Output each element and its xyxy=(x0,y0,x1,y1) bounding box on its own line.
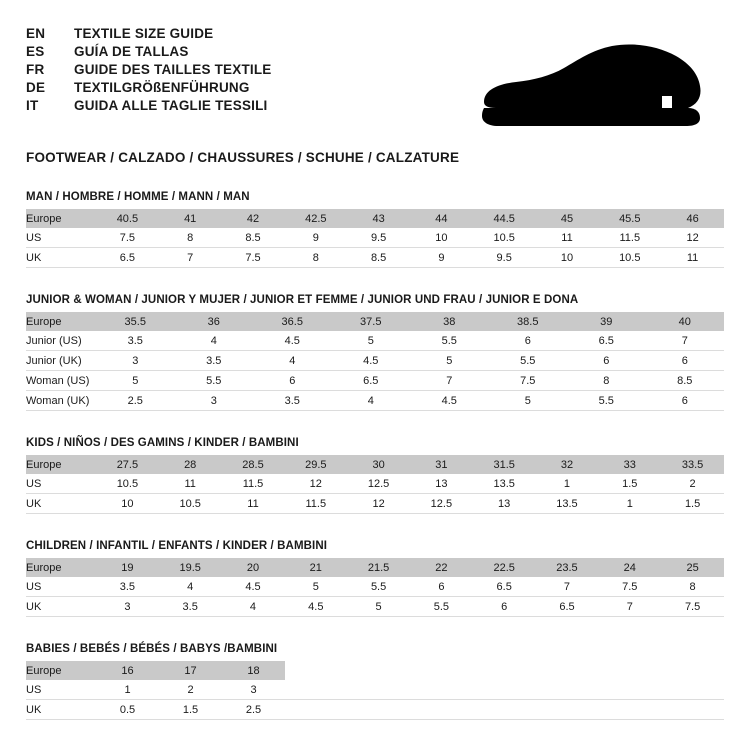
size-cell: 1 xyxy=(96,680,159,700)
size-cell: 8.5 xyxy=(646,371,725,391)
size-section xyxy=(26,643,724,720)
table-row xyxy=(26,661,724,680)
size-cell: 7 xyxy=(598,597,661,617)
size-cell: 1 xyxy=(536,474,599,494)
language-title: GUIDE DES TAILLES TEXTILE xyxy=(74,62,272,77)
size-table xyxy=(26,455,724,514)
size-cell: 1 xyxy=(598,494,661,514)
row-label: Europe xyxy=(26,209,96,228)
section-title: KIDS / NIÑOS / DES GAMINS / KINDER / BAMBINI xyxy=(26,437,299,449)
row-label: UK xyxy=(26,597,96,617)
table-row xyxy=(26,680,724,700)
section-title: BABIES / BEBÉS / BÉBÉS / BABYS /BAMBINI xyxy=(26,643,278,655)
language-code: FR xyxy=(26,62,45,77)
size-cell: 3 xyxy=(175,391,254,411)
size-cell: 2 xyxy=(159,680,222,700)
header xyxy=(26,22,724,132)
size-cell: 21 xyxy=(284,558,347,577)
size-cell: 6.5 xyxy=(536,597,599,617)
size-cell: 5 xyxy=(347,597,410,617)
size-cell: 3.5 xyxy=(253,391,332,411)
language-title: GUIDA ALLE TAGLIE TESSILI xyxy=(74,98,268,113)
row-label: US xyxy=(26,228,96,248)
size-cell: 42 xyxy=(222,209,285,228)
size-cell: 9 xyxy=(410,248,473,268)
size-cell: 31 xyxy=(410,455,473,474)
size-table xyxy=(26,312,724,411)
size-cell: 11 xyxy=(159,474,222,494)
size-cell: 19.5 xyxy=(159,558,222,577)
table-row xyxy=(26,228,724,248)
size-cell: 7 xyxy=(159,248,222,268)
size-cell: 1.5 xyxy=(159,700,222,720)
size-cell: 12.5 xyxy=(410,494,473,514)
size-cell: 5 xyxy=(332,331,411,351)
size-cell: 6 xyxy=(646,351,725,371)
size-cell: 6 xyxy=(646,391,725,411)
size-cell: 40 xyxy=(646,312,725,331)
size-section xyxy=(26,294,724,411)
row-label: US xyxy=(26,577,96,597)
size-cell: 23.5 xyxy=(536,558,599,577)
size-cell: 19 xyxy=(96,558,159,577)
category-title: FOOTWEAR / CALZADO / CHAUSSURES / SCHUHE / CALZATURE xyxy=(26,150,460,165)
size-cell: 8 xyxy=(159,228,222,248)
size-cell: 6.5 xyxy=(567,331,646,351)
size-cell: 8.5 xyxy=(347,248,410,268)
size-cell: 11.5 xyxy=(284,494,347,514)
table-row xyxy=(26,248,724,268)
size-cell: 12 xyxy=(347,494,410,514)
row-label: US xyxy=(26,474,96,494)
language-code: IT xyxy=(26,98,39,113)
size-cell: 31.5 xyxy=(473,455,536,474)
size-cell: 38 xyxy=(410,312,489,331)
language-title: GUÍA DE TALLAS xyxy=(74,44,189,59)
language-row xyxy=(26,44,272,59)
size-cell: 1.5 xyxy=(661,494,724,514)
language-row xyxy=(26,26,272,41)
language-code: DE xyxy=(26,80,46,95)
size-cell: 6 xyxy=(473,597,536,617)
row-label: UK xyxy=(26,700,96,720)
size-cell: 13.5 xyxy=(536,494,599,514)
size-table xyxy=(26,209,724,268)
size-cell: 33.5 xyxy=(661,455,724,474)
language-title-list xyxy=(26,22,272,113)
table-row xyxy=(26,371,724,391)
size-cell: 3.5 xyxy=(96,331,175,351)
language-row xyxy=(26,62,272,77)
size-cell: 6.5 xyxy=(473,577,536,597)
spacer-cell xyxy=(285,680,724,700)
table-row xyxy=(26,597,724,617)
row-label: UK xyxy=(26,248,96,268)
size-cell: 5.5 xyxy=(410,597,473,617)
size-cell: 7.5 xyxy=(96,228,159,248)
row-label: Europe xyxy=(26,558,96,577)
size-cell: 0.5 xyxy=(96,700,159,720)
size-cell: 8 xyxy=(567,371,646,391)
size-cell: 4 xyxy=(332,391,411,411)
size-cell: 8 xyxy=(661,577,724,597)
size-cell: 5 xyxy=(96,371,175,391)
size-cell: 4 xyxy=(253,351,332,371)
size-tables xyxy=(26,191,724,720)
size-cell: 4 xyxy=(159,577,222,597)
size-cell: 10 xyxy=(410,228,473,248)
size-section xyxy=(26,540,724,617)
size-cell: 4.5 xyxy=(253,331,332,351)
size-cell: 6 xyxy=(253,371,332,391)
size-cell: 7.5 xyxy=(598,577,661,597)
size-cell: 38.5 xyxy=(489,312,568,331)
row-label: UK xyxy=(26,494,96,514)
row-label: US xyxy=(26,680,96,700)
row-label: Woman (US) xyxy=(26,371,96,391)
size-cell: 10.5 xyxy=(598,248,661,268)
size-cell: 10 xyxy=(96,494,159,514)
language-code: ES xyxy=(26,44,45,59)
size-cell: 29.5 xyxy=(284,455,347,474)
row-label: Woman (UK) xyxy=(26,391,96,411)
size-cell: 36.5 xyxy=(253,312,332,331)
dress-shoe-icon xyxy=(476,40,706,132)
table-row xyxy=(26,455,724,474)
size-cell: 37.5 xyxy=(332,312,411,331)
size-cell: 18 xyxy=(222,661,285,680)
size-cell: 6 xyxy=(567,351,646,371)
size-cell: 21.5 xyxy=(347,558,410,577)
size-cell: 9.5 xyxy=(347,228,410,248)
size-cell: 45 xyxy=(536,209,599,228)
row-label: Europe xyxy=(26,312,96,331)
table-row xyxy=(26,700,724,720)
row-label: Junior (UK) xyxy=(26,351,96,371)
size-cell: 10 xyxy=(536,248,599,268)
size-cell: 5.5 xyxy=(175,371,254,391)
size-cell: 12 xyxy=(284,474,347,494)
size-cell: 42.5 xyxy=(284,209,347,228)
size-cell: 5 xyxy=(284,577,347,597)
table-row xyxy=(26,577,724,597)
size-cell: 5.5 xyxy=(347,577,410,597)
size-cell: 8 xyxy=(284,248,347,268)
size-cell: 5.5 xyxy=(489,351,568,371)
size-cell: 9 xyxy=(284,228,347,248)
size-cell: 6 xyxy=(489,331,568,351)
size-cell: 7.5 xyxy=(661,597,724,617)
spacer-cell xyxy=(285,700,724,720)
row-label: Europe xyxy=(26,661,96,680)
size-cell: 3.5 xyxy=(96,577,159,597)
size-cell: 7.5 xyxy=(222,248,285,268)
table-row xyxy=(26,494,724,514)
size-cell: 4 xyxy=(222,597,285,617)
size-cell: 11 xyxy=(222,494,285,514)
size-cell: 44 xyxy=(410,209,473,228)
size-cell: 11 xyxy=(536,228,599,248)
size-cell: 4.5 xyxy=(222,577,285,597)
size-cell: 5.5 xyxy=(567,391,646,411)
size-cell: 25 xyxy=(661,558,724,577)
row-label: Junior (US) xyxy=(26,331,96,351)
language-row xyxy=(26,80,272,95)
size-cell: 10.5 xyxy=(96,474,159,494)
size-cell: 22.5 xyxy=(473,558,536,577)
size-cell: 3 xyxy=(96,351,175,371)
size-cell: 7.5 xyxy=(489,371,568,391)
size-cell: 10.5 xyxy=(473,228,536,248)
size-cell: 3 xyxy=(222,680,285,700)
table-row xyxy=(26,351,724,371)
size-cell: 13 xyxy=(473,494,536,514)
language-row xyxy=(26,98,272,113)
language-code: EN xyxy=(26,26,46,41)
size-cell: 45.5 xyxy=(598,209,661,228)
size-cell: 28.5 xyxy=(222,455,285,474)
size-table xyxy=(26,661,724,720)
table-row xyxy=(26,474,724,494)
size-cell: 9.5 xyxy=(473,248,536,268)
section-title: JUNIOR & WOMAN / JUNIOR Y MUJER / JUNIOR ET FEMME / JUNIOR UND FRAU / JUNIOR E DONA xyxy=(26,294,579,306)
row-label: Europe xyxy=(26,455,96,474)
size-cell: 4.5 xyxy=(284,597,347,617)
size-cell: 5.5 xyxy=(410,331,489,351)
size-cell: 44.5 xyxy=(473,209,536,228)
size-section xyxy=(26,437,724,514)
section-title: MAN / HOMBRE / HOMME / MANN / MAN xyxy=(26,191,250,203)
size-cell: 28 xyxy=(159,455,222,474)
size-section xyxy=(26,191,724,268)
table-row xyxy=(26,331,724,351)
size-cell: 12.5 xyxy=(347,474,410,494)
table-row xyxy=(26,209,724,228)
size-cell: 5 xyxy=(489,391,568,411)
size-cell: 6 xyxy=(410,577,473,597)
size-cell: 20 xyxy=(222,558,285,577)
size-cell: 2.5 xyxy=(222,700,285,720)
section-title: CHILDREN / INFANTIL / ENFANTS / KINDER / BAMBINI xyxy=(26,540,328,552)
size-table xyxy=(26,558,724,617)
size-cell: 10.5 xyxy=(159,494,222,514)
language-title: TEXTILE SIZE GUIDE xyxy=(74,26,214,41)
size-cell: 11.5 xyxy=(598,228,661,248)
size-cell: 16 xyxy=(96,661,159,680)
size-cell: 43 xyxy=(347,209,410,228)
size-cell: 46 xyxy=(661,209,724,228)
size-cell: 35.5 xyxy=(96,312,175,331)
size-cell: 1.5 xyxy=(598,474,661,494)
size-cell: 7 xyxy=(646,331,725,351)
size-cell: 7 xyxy=(536,577,599,597)
size-cell: 27.5 xyxy=(96,455,159,474)
size-cell: 4.5 xyxy=(410,391,489,411)
spacer-cell xyxy=(285,661,724,680)
size-cell: 3 xyxy=(96,597,159,617)
table-row xyxy=(26,312,724,331)
size-cell: 32 xyxy=(536,455,599,474)
size-cell: 5 xyxy=(410,351,489,371)
size-cell: 39 xyxy=(567,312,646,331)
size-cell: 3.5 xyxy=(175,351,254,371)
size-cell: 24 xyxy=(598,558,661,577)
size-cell: 4 xyxy=(175,331,254,351)
size-cell: 12 xyxy=(661,228,724,248)
size-cell: 4.5 xyxy=(332,351,411,371)
size-cell: 41 xyxy=(159,209,222,228)
language-title: TEXTILGRÖßENFÜHRUNG xyxy=(74,80,250,95)
size-cell: 6.5 xyxy=(96,248,159,268)
size-cell: 40.5 xyxy=(96,209,159,228)
size-cell: 17 xyxy=(159,661,222,680)
size-cell: 11.5 xyxy=(222,474,285,494)
size-cell: 13 xyxy=(410,474,473,494)
size-cell: 8.5 xyxy=(222,228,285,248)
size-cell: 33 xyxy=(598,455,661,474)
size-cell: 36 xyxy=(175,312,254,331)
size-cell: 22 xyxy=(410,558,473,577)
table-row xyxy=(26,391,724,411)
size-cell: 13.5 xyxy=(473,474,536,494)
size-cell: 2 xyxy=(661,474,724,494)
size-cell: 30 xyxy=(347,455,410,474)
size-cell: 6.5 xyxy=(332,371,411,391)
size-cell: 11 xyxy=(661,248,724,268)
size-cell: 2.5 xyxy=(96,391,175,411)
size-cell: 3.5 xyxy=(159,597,222,617)
table-row xyxy=(26,558,724,577)
size-cell: 7 xyxy=(410,371,489,391)
